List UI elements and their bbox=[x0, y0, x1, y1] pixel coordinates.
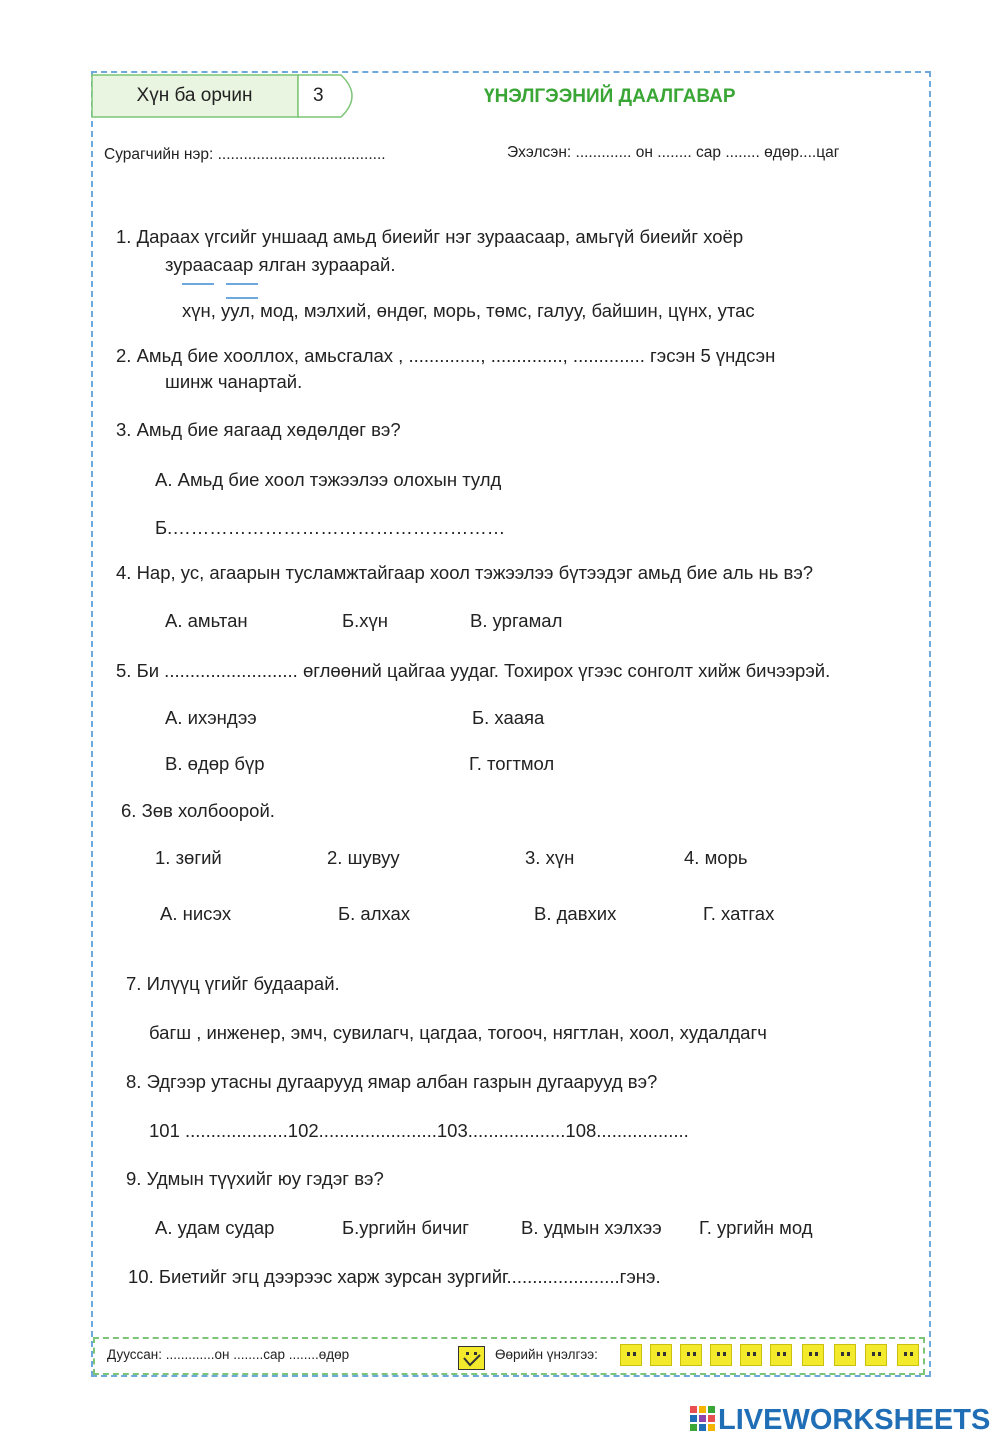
q8-number-blanks[interactable]: 101 ....................102.......................103...................108.................. bbox=[149, 1120, 689, 1141]
rating-box[interactable] bbox=[865, 1344, 887, 1366]
q5-question: 5. Би .......................... өглөөний цайгаа уудаг. Тохирох үгээс сонголт хийж бичээрэй. bbox=[116, 660, 831, 681]
q6-right-item[interactable]: Г. хатгах bbox=[703, 903, 775, 924]
q1-line1: 1. Дараах үгсийг уншаад амьд биеийг нэг зураасаар, амьгүй биеийг хоёр bbox=[116, 226, 744, 247]
rating-box[interactable] bbox=[834, 1344, 856, 1366]
q5-option[interactable]: Б. хааяа bbox=[472, 707, 545, 728]
finish-date-field[interactable]: Дууссан: .............он ........сар ........өдөр bbox=[107, 1347, 350, 1362]
q3-answer-a: А. Амьд бие хоол тэжээлээ олохын тулд bbox=[155, 469, 502, 490]
double-underline-mark-top bbox=[226, 283, 258, 285]
q10-question[interactable]: 10. Биетийг эгц дээрээс харж зурсан зургийг......................гэнэ. bbox=[128, 1266, 661, 1287]
smiley-check-icon bbox=[458, 1346, 485, 1370]
q3-answer-b-blank[interactable]: Б.……………………………………………… bbox=[155, 517, 506, 538]
q7-question: 7. Илүүц үгийг будаарай. bbox=[126, 973, 340, 994]
q6-right-item[interactable]: А. нисэх bbox=[160, 903, 232, 924]
subject-tab bbox=[91, 74, 363, 118]
liveworksheets-brand: LIVEWORKSHEETS bbox=[718, 1404, 991, 1436]
q1-line2: зураасаар ялган зураарай. bbox=[165, 254, 396, 275]
q9-option[interactable]: Г. ургийн мод bbox=[699, 1217, 813, 1238]
page-title: ҮНЭЛГЭЭНИЙ ДААЛГАВАР bbox=[484, 86, 736, 107]
rating-box[interactable] bbox=[802, 1344, 824, 1366]
start-date-field[interactable]: Эхэлсэн: ............. он ........ сар ........ өдөр....цаг bbox=[507, 144, 840, 161]
q9-question: 9. Удмын түүхийг юу гэдэг вэ? bbox=[126, 1168, 384, 1189]
grade-number: 3 bbox=[313, 85, 324, 106]
student-name-field[interactable]: Сурагчийн нэр: ....................................... bbox=[104, 146, 386, 163]
q2-line2: шинж чанартай. bbox=[165, 371, 303, 392]
rating-box[interactable] bbox=[680, 1344, 702, 1366]
q4-option[interactable]: В. ургамал bbox=[470, 610, 563, 631]
q6-left-item[interactable]: 4. морь bbox=[684, 847, 748, 868]
rating-box[interactable] bbox=[897, 1344, 919, 1366]
rating-box[interactable] bbox=[710, 1344, 732, 1366]
q4-option[interactable]: Б.хүн bbox=[342, 610, 388, 631]
rating-box[interactable] bbox=[740, 1344, 762, 1366]
q4-option[interactable]: А. амьтан bbox=[165, 610, 248, 631]
q7-word-list[interactable]: багш , инженер, эмч, сувилагч, цагдаа, тогооч, нягтлан, хоол, худалдагч bbox=[149, 1022, 767, 1043]
rating-box[interactable] bbox=[770, 1344, 792, 1366]
q6-left-item[interactable]: 3. хүн bbox=[525, 847, 575, 868]
self-assessment-label: Өөрийн үнэлгээ: bbox=[495, 1347, 598, 1362]
q5-option[interactable]: Г. тогтмол bbox=[469, 753, 555, 774]
liveworksheets-logo-icon bbox=[690, 1405, 716, 1441]
q6-left-item[interactable]: 1. зөгий bbox=[155, 847, 222, 868]
q4-question: 4. Нар, ус, агаарын тусламжтайгаар хоол тэжээлээ бүтээдэг амьд бие аль нь вэ? bbox=[116, 562, 814, 583]
double-underline-mark-bottom bbox=[226, 297, 258, 299]
q2-line1: 2. Амьд бие хооллох, амьсгалах , .............., .............., .............. гэсэн 5 үндсэн bbox=[116, 345, 776, 366]
q6-right-item[interactable]: Б. алхах bbox=[338, 903, 411, 924]
q9-option[interactable]: В. удмын хэлхээ bbox=[521, 1217, 662, 1238]
rating-box[interactable] bbox=[620, 1344, 642, 1366]
q9-option[interactable]: Б.ургийн бичиг bbox=[342, 1217, 470, 1238]
q6-left-item[interactable]: 2. шувуу bbox=[327, 847, 400, 868]
q5-option[interactable]: В. өдөр бүр bbox=[165, 753, 265, 774]
q5-option[interactable]: А. ихэндээ bbox=[165, 707, 257, 728]
q1-word-list[interactable]: хүн, уул, мод, мэлхий, өндөг, морь, төмс, галуу, байшин, цүнх, утас bbox=[182, 300, 755, 321]
q9-option[interactable]: А. удам судар bbox=[155, 1217, 275, 1238]
subject-name: Хүн ба орчин bbox=[136, 85, 253, 106]
q8-question: 8. Эдгээр утасны дугаарууд ямар албан газрын дугаарууд вэ? bbox=[126, 1071, 658, 1092]
single-underline-mark bbox=[182, 283, 214, 285]
q6-question: 6. Зөв холбоорой. bbox=[121, 800, 275, 821]
rating-box[interactable] bbox=[650, 1344, 672, 1366]
q3-question: 3. Амьд бие яагаад хөдөлдөг вэ? bbox=[116, 419, 401, 440]
q6-right-item[interactable]: В. давхих bbox=[534, 903, 617, 924]
